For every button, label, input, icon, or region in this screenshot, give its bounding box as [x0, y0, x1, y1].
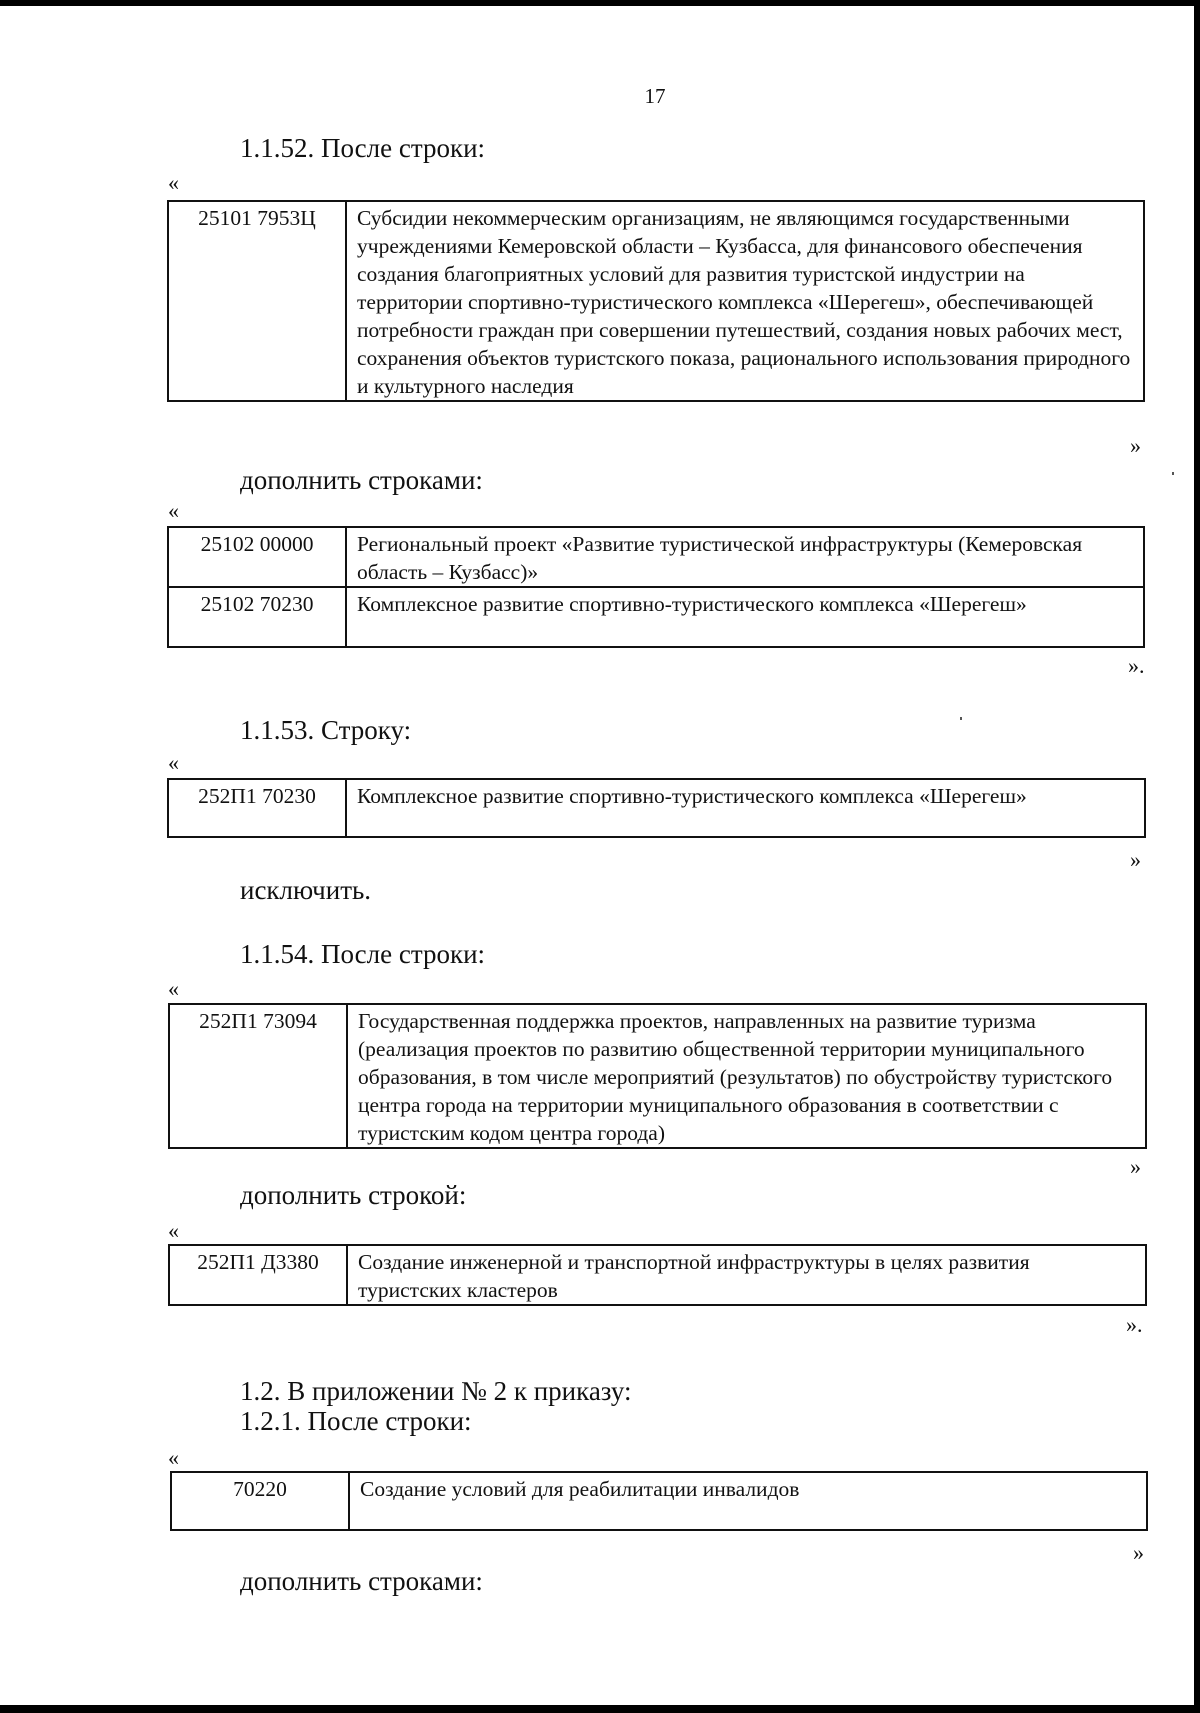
table-row [168, 201, 1144, 401]
heading-1-2: 1.2. В приложении № 2 к приказу: [240, 1376, 632, 1406]
close-quote-period: ». [1126, 1312, 1143, 1337]
row-description: Региональный проект «Развитие туристической инфраструктуры (Кемеровская область – Кузбасс)» [346, 527, 1144, 587]
close-quote: » [1130, 847, 1141, 872]
row-description: Государственная поддержка проектов, направленных на развитие туризма (реализация проектов по развитию общественной территории муниципального образования, в том числе мероприятий (результатов) по обустройству туристского центра города на территории муниципального образования в соответствии с туристским кодом центра города) [347, 1004, 1146, 1148]
open-quote: « [168, 498, 179, 523]
table-row [169, 1004, 1146, 1148]
heading-add-row: дополнить строкой: [240, 1180, 467, 1210]
row-code: 252П1 73094 [169, 1004, 347, 1148]
scan-border-top [0, 0, 1200, 6]
open-quote: « [168, 170, 179, 195]
row-code: 25102 70230 [168, 587, 346, 647]
page-number: 17 [644, 84, 666, 108]
table-1-1-54 [168, 1003, 1147, 1149]
open-quote: « [168, 1445, 179, 1470]
open-quote: « [168, 1218, 179, 1243]
row-code: 25101 7953Ц [168, 201, 346, 401]
heading-add-rows: дополнить строками: [240, 465, 483, 495]
row-description: Создание инженерной и транспортной инфраструктуры в целях развития туристских кластеров [347, 1245, 1146, 1305]
row-description: Создание условий для реабилитации инвалидов [349, 1472, 1147, 1530]
row-code: 252П1 70230 [168, 779, 346, 837]
row-code: 25102 00000 [168, 527, 346, 587]
scan-speck [960, 717, 962, 720]
table-add-row [168, 1244, 1147, 1306]
close-quote: » [1130, 1154, 1141, 1179]
text-exclude: исключить. [240, 875, 372, 905]
table-row [169, 1245, 1146, 1305]
row-code: 252П1 Д3380 [169, 1245, 347, 1305]
heading-1-2-1: 1.2.1. После строки: [240, 1406, 472, 1436]
row-code: 70220 [171, 1472, 349, 1530]
close-quote: » [1133, 1540, 1144, 1565]
table-1-2-1 [170, 1471, 1148, 1531]
scan-speck [1172, 472, 1174, 475]
row-description: Комплексное развитие спортивно-туристического комплекса «Шерегеш» [346, 779, 1145, 837]
scan-border-bottom [0, 1705, 1200, 1713]
open-quote: « [168, 976, 179, 1001]
open-quote: « [168, 750, 179, 775]
table-row [171, 1472, 1147, 1530]
table-row [168, 587, 1144, 647]
table-1-1-53 [167, 778, 1146, 838]
heading-1-1-54: 1.1.54. После строки: [240, 939, 486, 969]
row-description: Комплексное развитие спортивно-туристического комплекса «Шерегеш» [346, 587, 1144, 647]
close-quote-period: ». [1128, 653, 1145, 678]
scan-border-right [1194, 0, 1200, 1713]
heading-1-1-52: 1.1.52. После строки: [240, 133, 486, 163]
close-quote: » [1130, 433, 1141, 458]
table-row [168, 779, 1145, 837]
row-description: Субсидии некоммерческим организациям, не являющимся государственными учреждениями Кемеровской области – Кузбасса, для финансового обеспечения создания благоприятных условий для развития туристской индустрии на территории спортивно-туристического комплекса «Шерегеш», обеспечивающей потребности граждан при совершении путешествий, создания новых рабочих мест, сохранения объектов туристского показа, рационального использования природного и культурного наследия [346, 201, 1144, 401]
table-row [168, 527, 1144, 587]
table-1-1-52 [167, 200, 1145, 402]
heading-add-rows-2: дополнить строками: [240, 1566, 483, 1596]
heading-1-1-53: 1.1.53. Строку: [240, 715, 412, 745]
table-add-rows [167, 526, 1145, 648]
